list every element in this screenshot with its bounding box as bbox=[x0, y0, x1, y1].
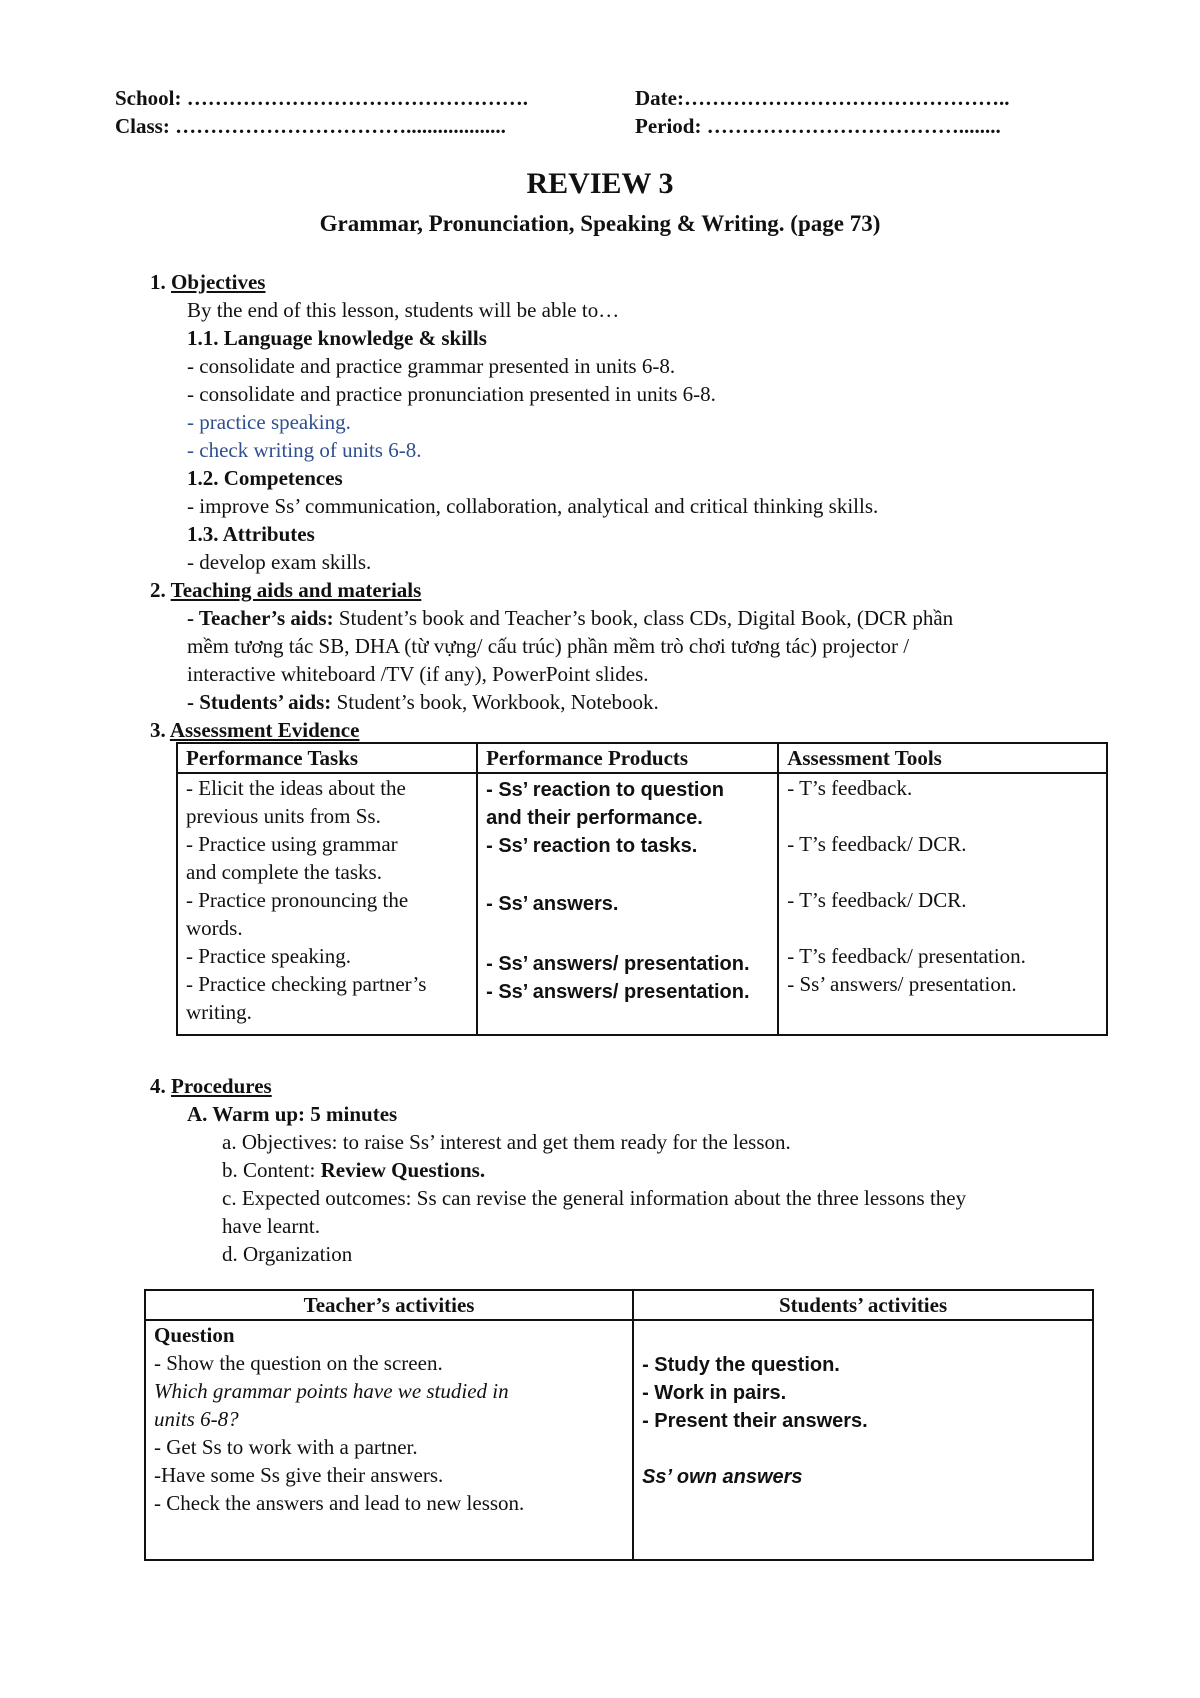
objectives-intro: By the end of this lesson, students will be able to… bbox=[187, 298, 620, 322]
teacher-step: -Have some Ss give their answers. bbox=[154, 1463, 444, 1487]
content-value: Review Questions. bbox=[320, 1158, 486, 1182]
warmup-outcomes-cont: have learnt. bbox=[222, 1214, 320, 1238]
warmup-heading: A. Warm up: 5 minutes bbox=[187, 1102, 398, 1126]
students-column-header: Students’ activities bbox=[633, 1290, 1093, 1320]
warmup-outcomes: c. Expected outcomes: Ss can revise the general information about the three lessons they bbox=[222, 1186, 967, 1210]
warmup-objectives: a. Objectives: to raise Ss’ interest and get them ready for the lesson. bbox=[222, 1130, 791, 1154]
school-field: School: …………………………………………. bbox=[115, 86, 529, 110]
student-aids-label: - Students’ aids: bbox=[187, 690, 332, 714]
teacher-aids-label: - Teacher’s aids: bbox=[187, 606, 334, 630]
assessment-heading bbox=[150, 716, 359, 744]
student-step: - Work in pairs. bbox=[642, 1382, 787, 1404]
teacher-aids-line: interactive whiteboard /TV (if any), PowerPoint slides. bbox=[187, 662, 649, 686]
competence-item: - improve Ss’ communication, collaboration, analytical and critical thinking skills. bbox=[187, 494, 879, 518]
section-1-1-heading: 1.1. Language knowledge & skills bbox=[187, 326, 487, 350]
task-line: words. bbox=[186, 916, 243, 940]
students-activities-cell bbox=[633, 1320, 1093, 1560]
section-1-3-heading: 1.3. Attributes bbox=[187, 522, 315, 546]
task-line: and complete the tasks. bbox=[186, 860, 382, 884]
tools-cell bbox=[778, 773, 1107, 1035]
teacher-activities-cell bbox=[145, 1320, 633, 1560]
attribute-item: - develop exam skills. bbox=[187, 550, 372, 574]
procedures-title: Procedures bbox=[171, 1074, 272, 1098]
task-line: - Practice using grammar bbox=[186, 832, 398, 856]
product-line: - Ss’ answers/ presentation. bbox=[486, 981, 750, 1003]
objective-item: - check writing of units 6-8. bbox=[187, 438, 422, 462]
task-line: - Practice speaking. bbox=[186, 944, 352, 968]
student-step: - Study the question. bbox=[642, 1354, 840, 1376]
teacher-column-header: Teacher’s activities bbox=[145, 1290, 633, 1320]
product-line: - Ss’ answers/ presentation. bbox=[486, 953, 750, 975]
assessment-body-row bbox=[177, 773, 1107, 1035]
tool-line: - T’s feedback. bbox=[787, 776, 913, 800]
page-title: REVIEW 3 bbox=[526, 167, 674, 200]
assessment-header-row bbox=[177, 743, 1107, 773]
teacher-aids-line: mềm tương tác SB, DHA (từ vựng/ cấu trúc) phần mềm trò chơi tương tác) projector / bbox=[187, 634, 910, 658]
column-header: Assessment Tools bbox=[778, 743, 1107, 773]
tool-line: - T’s feedback/ DCR. bbox=[787, 888, 967, 912]
teacher-question: units 6-8? bbox=[154, 1407, 239, 1431]
tasks-cell bbox=[177, 773, 477, 1035]
procedures-number: 4. bbox=[150, 1074, 166, 1098]
teacher-question-heading: Question bbox=[154, 1323, 235, 1347]
teacher-aids bbox=[187, 604, 953, 632]
teacher-step: - Show the question on the screen. bbox=[154, 1351, 443, 1375]
student-aids bbox=[187, 688, 659, 716]
objectives-title: Objectives bbox=[171, 270, 266, 294]
procedures-heading bbox=[150, 1072, 272, 1100]
task-line: writing. bbox=[186, 1000, 252, 1024]
activities-table bbox=[144, 1289, 1094, 1561]
class-field: Class: ……………………………................... bbox=[115, 114, 506, 138]
spacer bbox=[642, 1435, 1084, 1463]
section-1-2-heading: 1.2. Competences bbox=[187, 466, 343, 490]
tool-line: - T’s feedback/ DCR. bbox=[787, 832, 967, 856]
student-step: - Present their answers. bbox=[642, 1410, 868, 1432]
task-line: - Elicit the ideas about the bbox=[186, 776, 406, 800]
teacher-step: - Check the answers and lead to new lesson. bbox=[154, 1491, 525, 1515]
teacher-aids-text: Student’s book and Teacher’s book, class CDs, Digital Book, (DCR phần bbox=[333, 606, 954, 630]
product-line: - Ss’ reaction to tasks. bbox=[486, 835, 698, 857]
aids-heading bbox=[150, 576, 421, 604]
assessment-title: Assessment Evidence bbox=[169, 718, 360, 742]
column-header: Performance Tasks bbox=[177, 743, 477, 773]
period-field: Period: ………………………………........ bbox=[635, 114, 1001, 138]
content-prefix: b. Content: bbox=[222, 1158, 321, 1182]
tool-line: - T’s feedback/ presentation. bbox=[787, 944, 1026, 968]
task-line: - Practice checking partner’s bbox=[186, 972, 427, 996]
products-cell bbox=[477, 773, 778, 1035]
objective-item: - consolidate and practice grammar presented in units 6-8. bbox=[187, 354, 676, 378]
students-own-answers: Ss’ own answers bbox=[642, 1466, 803, 1488]
assessment-number: 3. bbox=[150, 718, 166, 742]
objectives-number: 1. bbox=[150, 270, 166, 294]
assessment-table bbox=[176, 742, 1108, 1036]
task-line: previous units from Ss. bbox=[186, 804, 381, 828]
objective-item: - consolidate and practice pronunciation presented in units 6-8. bbox=[187, 382, 716, 406]
objective-item: - practice speaking. bbox=[187, 410, 351, 434]
warmup-content bbox=[222, 1156, 485, 1184]
task-line: - Practice pronouncing the bbox=[186, 888, 409, 912]
activities-body-row bbox=[145, 1320, 1093, 1560]
teacher-step: - Get Ss to work with a partner. bbox=[154, 1435, 418, 1459]
product-line: - Ss’ reaction to question bbox=[486, 779, 724, 801]
product-line: - Ss’ answers. bbox=[486, 893, 619, 915]
aids-number: 2. bbox=[150, 578, 166, 602]
page-subtitle: Grammar, Pronunciation, Speaking & Writing. (page 73) bbox=[319, 211, 881, 236]
column-header: Performance Products bbox=[477, 743, 778, 773]
student-aids-text: Student’s book, Workbook, Notebook. bbox=[331, 690, 659, 714]
activities-header-row bbox=[145, 1290, 1093, 1320]
warmup-organization: d. Organization bbox=[222, 1242, 353, 1266]
aids-title: Teaching aids and materials bbox=[170, 578, 422, 602]
date-field: Date:……………………………………….. bbox=[635, 86, 1010, 110]
product-line: and their performance. bbox=[486, 807, 703, 829]
tool-line: - Ss’ answers/ presentation. bbox=[787, 972, 1017, 996]
teacher-question: Which grammar points have we studied in bbox=[154, 1379, 509, 1403]
objectives-heading bbox=[150, 268, 265, 296]
